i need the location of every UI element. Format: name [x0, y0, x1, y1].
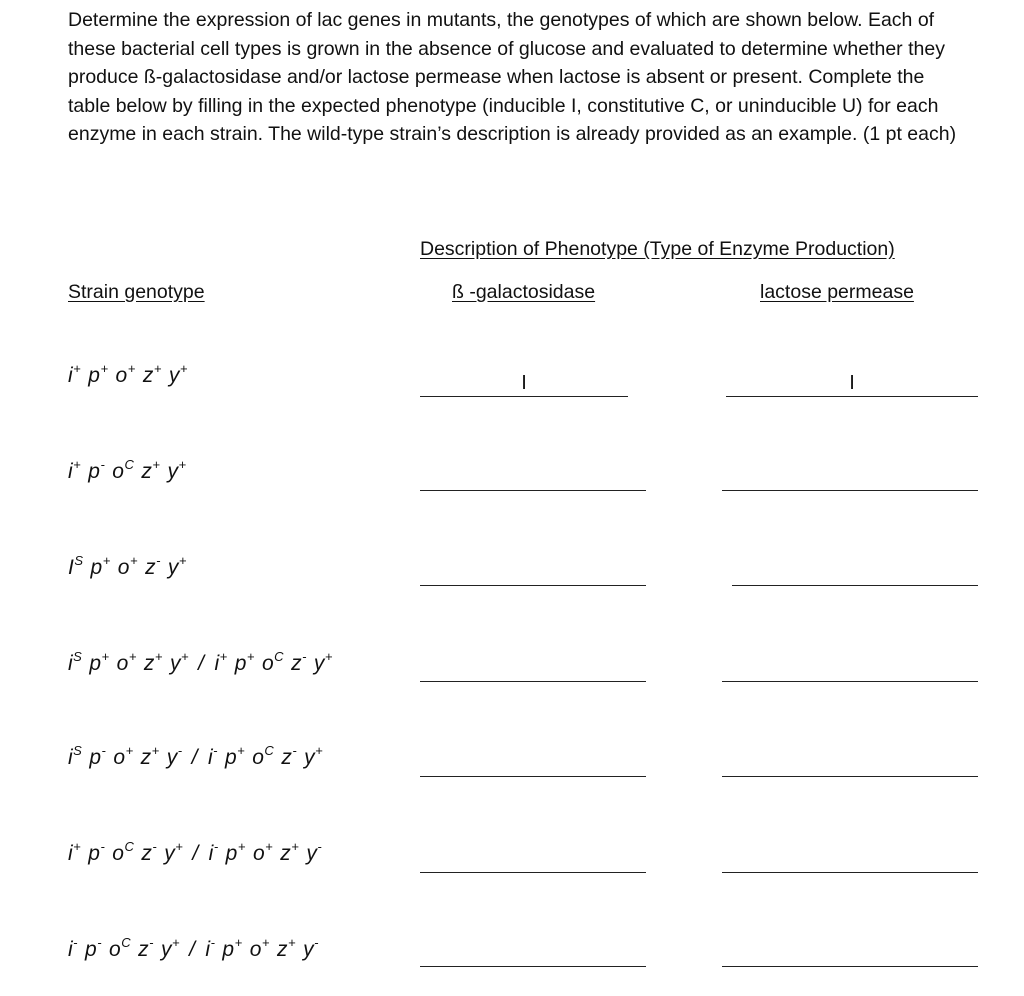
gene-allele: $o^C$: [252, 743, 275, 769]
gene-allele: p-: [89, 743, 107, 769]
gene-allele: p+: [90, 553, 111, 579]
gene-allele: i-: [208, 839, 219, 865]
permease-answer-field[interactable]: [722, 750, 978, 777]
gene-allele: p+: [225, 839, 246, 865]
genotype-separator: /: [191, 746, 198, 769]
gene-allele: z-: [281, 743, 298, 769]
permease-answer-field[interactable]: [722, 464, 978, 491]
gene-allele: i+: [68, 839, 82, 865]
bgal-answer-field[interactable]: [420, 655, 646, 682]
gene-allele: y+: [167, 553, 188, 579]
gene-allele: i-: [207, 743, 218, 769]
gene-allele: y+: [168, 361, 189, 387]
bgal-answer-field[interactable]: [420, 464, 646, 491]
gene-allele: o+: [252, 839, 274, 865]
gene-allele: z+: [280, 839, 300, 865]
gene-allele: $I^S$: [68, 553, 84, 579]
gene-allele: i-: [205, 935, 216, 961]
gene-allele: y+: [164, 839, 184, 865]
gene-allele: z-: [291, 649, 307, 675]
gene-allele: o+: [115, 361, 136, 387]
gene-allele: o+: [113, 743, 134, 769]
gene-allele: i+: [68, 361, 82, 387]
gene-allele: $o^C$: [112, 839, 135, 865]
strain-genotype: [68, 649, 340, 676]
gene-allele: i+: [214, 649, 228, 675]
permease-column-header: lactose permease: [760, 281, 914, 303]
instructions: Determine the expression of lac genes in mutants, the genotypes of which are shown below. Each of these bacterial cell types is grown in the absence of glucose and evaluated to determine whether they produce ß-galactosidase and/or lactose permease when lactose is absent or present. Complete the table below by filling in the expected phenotype (inducible I, constitutive C, or uninducible U) for each enzyme in each strain. The wild-type strain’s description is already provided as an example. (1 pt each): [68, 9, 957, 145]
phenotype-group-header: Description of Phenotype (Type of Enzyme Production): [420, 238, 895, 260]
genotype-separator: /: [198, 652, 205, 675]
strain-genotype: [68, 743, 330, 770]
genotype-separator: /: [192, 842, 199, 865]
gene-allele: y-: [303, 935, 319, 961]
gene-allele: z-: [138, 935, 154, 961]
bgal-column-header: ß -galactosidase: [452, 281, 596, 303]
gene-allele: $i^S$: [68, 743, 83, 769]
gene-allele: p+: [234, 649, 255, 675]
gene-allele: i-: [68, 935, 79, 961]
gene-allele: p+: [224, 743, 246, 769]
permease-answer-field[interactable]: I: [726, 370, 978, 397]
gene-allele: y+: [160, 935, 181, 961]
gene-allele: $o^C$: [261, 649, 285, 675]
gene-allele: y+: [170, 649, 190, 675]
gene-allele: $o^C$: [112, 457, 135, 483]
permease-answer-field[interactable]: [732, 559, 978, 586]
bgal-answer-field[interactable]: [420, 750, 646, 777]
strain-genotype: [68, 935, 326, 962]
gene-allele: p+: [222, 935, 243, 961]
gene-allele: z+: [276, 935, 297, 961]
bgal-answer-field[interactable]: I: [420, 370, 628, 397]
gene-allele: z-: [145, 553, 161, 579]
strain-genotype: [68, 457, 194, 484]
strain-genotype-header: Strain genotype: [68, 281, 205, 303]
gene-allele: z+: [142, 361, 162, 387]
permease-answer-field[interactable]: [722, 940, 978, 967]
gene-allele: y-: [166, 743, 183, 769]
gene-allele: z+: [140, 743, 160, 769]
gene-allele: p-: [88, 457, 106, 483]
bgal-answer-field[interactable]: [420, 846, 646, 873]
gene-allele: y+: [304, 743, 324, 769]
gene-allele: y+: [313, 649, 333, 675]
gene-allele: $i^S$: [68, 649, 83, 675]
gene-allele: o+: [249, 935, 270, 961]
gene-allele: p-: [85, 935, 103, 961]
gene-allele: i+: [68, 457, 82, 483]
bgal-answer-field[interactable]: [420, 559, 646, 586]
strain-genotype: [68, 361, 195, 388]
gene-allele: y-: [306, 839, 323, 865]
gene-allele: z+: [143, 649, 163, 675]
gene-allele: p-: [88, 839, 106, 865]
bgal-answer-field[interactable]: [420, 940, 646, 967]
permease-answer-field[interactable]: [722, 655, 978, 682]
genotype-separator: /: [189, 938, 196, 961]
gene-allele: p+: [89, 649, 110, 675]
strain-genotype: [68, 839, 329, 866]
gene-allele: o+: [117, 553, 139, 579]
gene-allele: o+: [116, 649, 137, 675]
gene-allele: p+: [88, 361, 109, 387]
gene-allele: z-: [141, 839, 158, 865]
gene-allele: $o^C$: [109, 935, 132, 961]
gene-allele: z+: [141, 457, 161, 483]
gene-allele: y+: [167, 457, 187, 483]
strain-genotype: [68, 553, 194, 580]
permease-answer-field[interactable]: [722, 846, 978, 873]
